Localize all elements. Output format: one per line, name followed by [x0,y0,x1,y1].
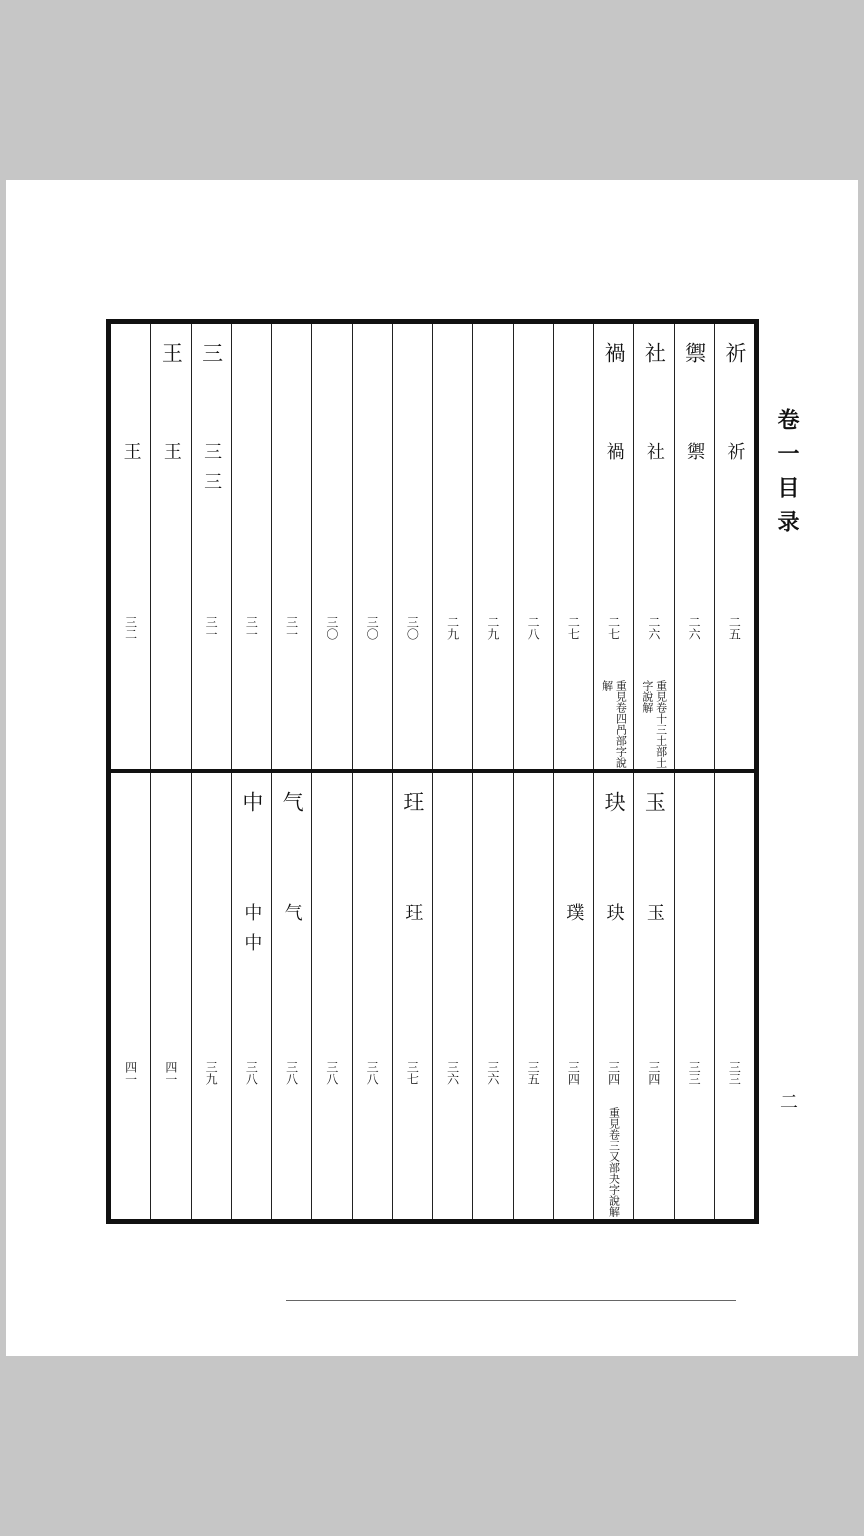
table-column [633,773,673,1219]
column-page-number: 三四 [606,1061,621,1085]
column-page-number: 二九 [445,616,460,640]
table-column [231,324,271,769]
table-column [513,773,553,1219]
table-column [271,773,311,1219]
table-column [311,773,351,1219]
column-page-number: 二七 [606,616,621,640]
column-variant-forms: 王 [120,442,142,472]
column-page-number: 三三 [727,1061,742,1085]
column-variant-forms: 气 [281,903,303,933]
column-page-number: 三〇 [365,616,380,640]
table-column [674,324,714,769]
column-head-character: 社 [642,342,667,379]
table-column [311,324,351,769]
column-page-number: 二七 [566,616,581,640]
column-variant-forms: 玉 [643,903,665,933]
table-column [392,324,432,769]
column-page-number: 三八 [365,1061,380,1085]
column-head-character: 三 [199,342,224,379]
table-column [231,773,271,1219]
column-head-character: 玦 [602,791,627,828]
table-column [513,324,553,769]
column-page-number: 二八 [526,616,541,640]
table-column [191,324,231,769]
column-variant-forms: 三三 [201,442,223,502]
column-page-number: 三〇 [324,616,339,640]
table-column [593,324,633,769]
table-column [352,773,392,1219]
column-page-number: 二六 [646,616,661,640]
table-column [674,773,714,1219]
table-column [150,773,190,1219]
column-page-number: 三八 [324,1061,339,1085]
table-column [352,324,392,769]
table-column [553,324,593,769]
column-variant-forms: 禦 [684,442,706,472]
column-page-number: 三〇 [405,616,420,640]
column-page-number: 四一 [163,1061,178,1085]
column-page-number: 三八 [284,1061,299,1085]
table-column [714,773,754,1219]
column-head-character: 禍 [602,342,627,379]
document-page [6,180,858,1356]
table-column [472,773,512,1219]
column-page-number: 三五 [526,1061,541,1085]
column-page-number: 三六 [485,1061,500,1085]
column-page-number: 三三 [687,1061,702,1085]
table-bottom-half [111,773,754,1219]
column-head-character: 气 [280,791,305,828]
column-page-number: 三九 [204,1061,219,1085]
table-column [111,324,150,769]
table-column [593,773,633,1219]
column-variant-forms: 祈 [724,442,746,472]
column-variant-forms: 玦 [603,903,625,933]
table-column [191,773,231,1219]
column-variant-forms: 璞 [563,903,585,933]
column-page-number: 三七 [405,1061,420,1085]
column-page-number: 二六 [687,616,702,640]
footer-rule [286,1300,736,1301]
table-column [271,324,311,769]
table-column [553,773,593,1219]
column-head-character: 祈 [722,342,747,379]
column-cross-reference-note: 重見卷四冎部字說解 [600,680,628,768]
column-variant-forms: 王 [160,442,182,472]
table-column [633,324,673,769]
table-column [111,773,150,1219]
table-column [432,324,472,769]
column-page-number: 三二 [123,616,138,640]
column-head-character: 玨 [400,791,425,828]
column-page-number: 三一 [284,616,299,640]
column-page-number: 二五 [727,616,742,640]
column-variant-forms: 禍 [603,442,625,472]
page-number: 二 [777,1092,798,1110]
table-column [472,324,512,769]
column-variant-forms: 社 [643,442,665,472]
index-table [106,319,759,1224]
column-page-number: 三一 [244,616,259,640]
column-page-number: 三八 [244,1061,259,1085]
column-page-number: 三四 [646,1061,661,1085]
table-column [150,324,190,769]
column-variant-forms: 中中 [241,903,263,963]
column-head-character: 中 [239,791,264,828]
column-head-character: 玉 [642,791,667,828]
column-head-character: 王 [159,342,184,379]
column-head-character: 禦 [682,342,707,379]
column-page-number: 二九 [485,616,500,640]
column-page-number: 三六 [445,1061,460,1085]
table-column [432,773,472,1219]
table-top-half [111,324,754,769]
column-cross-reference-note: 重見卷三又部夬字說解 [607,1107,621,1217]
column-page-number: 三四 [566,1061,581,1085]
column-page-number: 三一 [204,616,219,640]
column-page-number: 四一 [123,1061,138,1085]
table-column [392,773,432,1219]
column-cross-reference-note: 重見卷十三土部土字說解 [640,680,668,768]
page-title: 卷一目录 [774,408,800,544]
table-column [714,324,754,769]
column-variant-forms: 玨 [402,903,424,933]
